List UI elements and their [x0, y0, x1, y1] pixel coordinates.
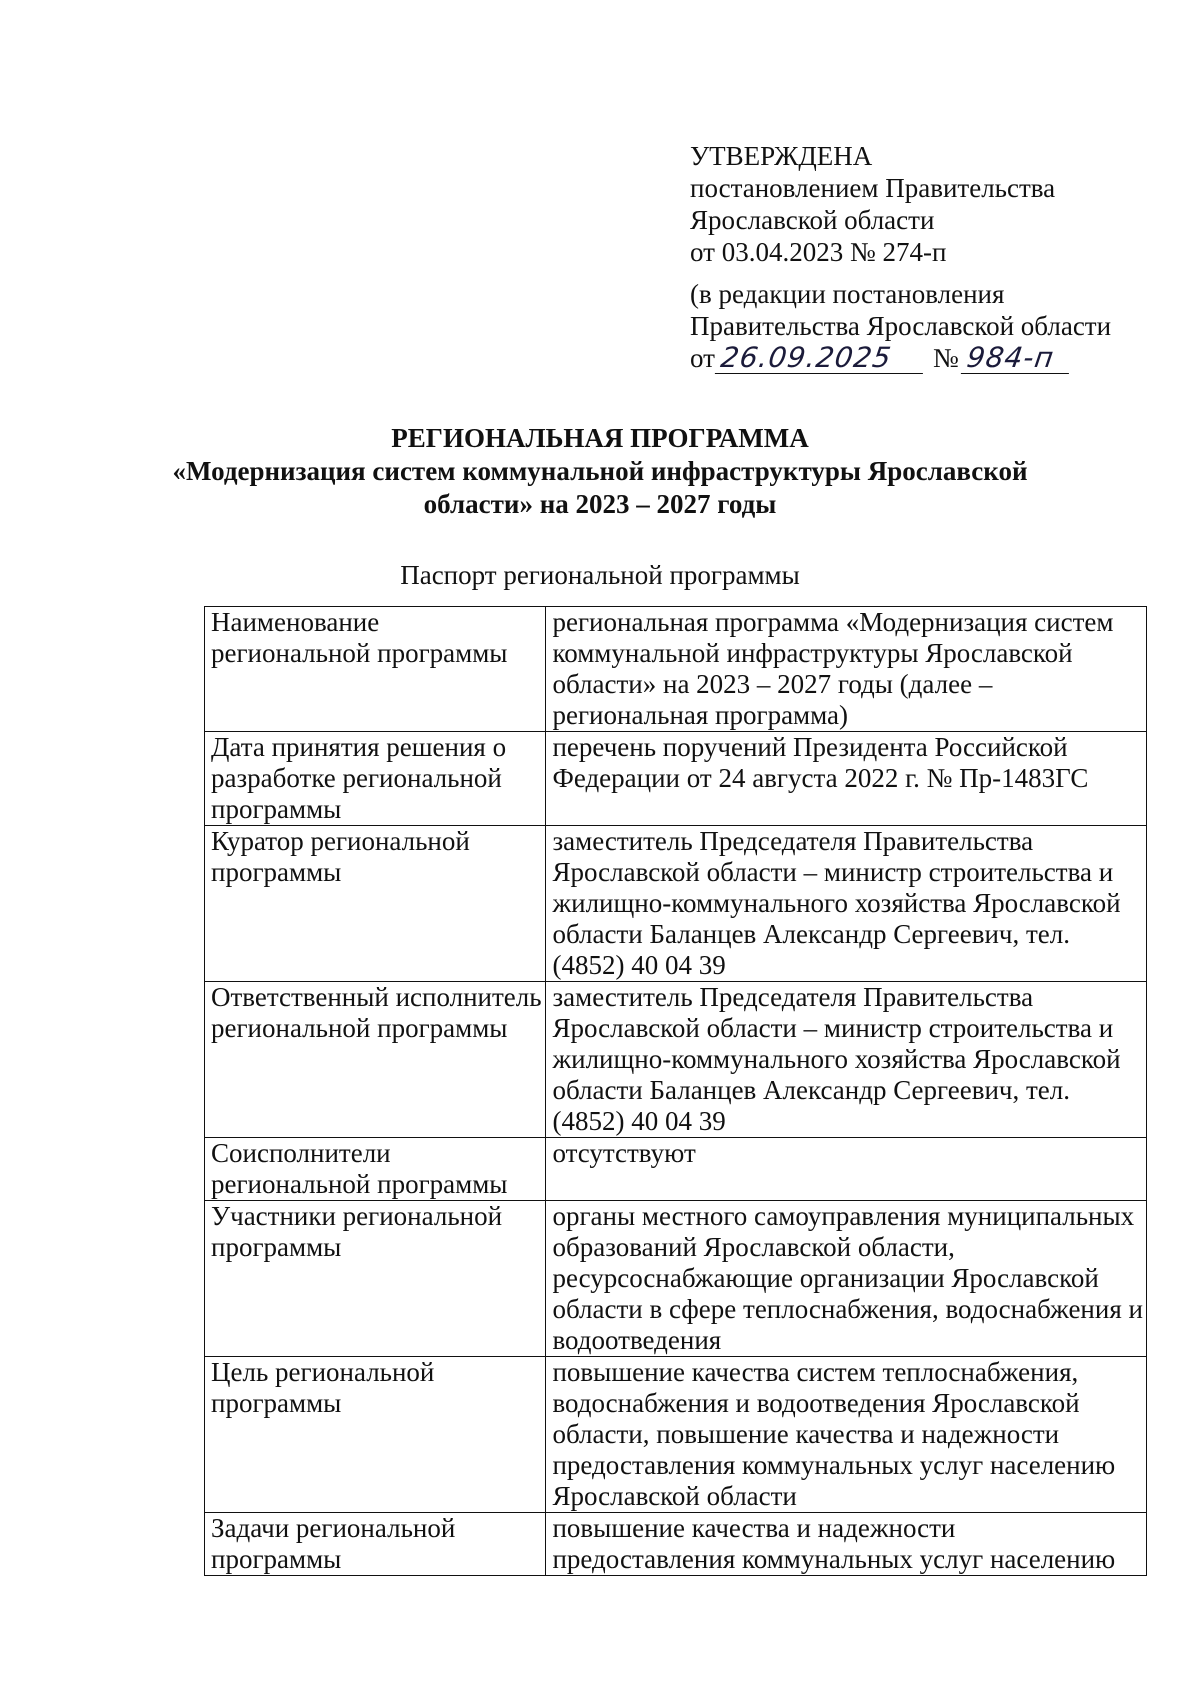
row-value: повышение качества систем теплоснабжения, водоснабжения и водоотведения Ярославской области, повышение качества и надежности предоставления коммунальных услуг населению Ярославской области — [546, 1357, 1147, 1513]
row-label: Участники региональной программы — [205, 1201, 546, 1357]
table-row — [205, 826, 1147, 982]
passport-heading: Паспорт региональной программы — [400, 560, 800, 590]
row-label: Куратор региональной программы — [205, 826, 546, 982]
table-row — [205, 607, 1147, 732]
row-label: Ответственный исполнитель региональной программы — [205, 982, 546, 1138]
row-value: заместитель Председателя Правительства Ярославской области – министр строительства и жилищно-коммунального хозяйства Ярославской области Баланцев Александр Сергеевич, тел. (4852) 40 04 39 — [546, 826, 1147, 982]
row-label: Задачи региональной программы — [205, 1513, 546, 1576]
approval-line: от 03.04.2023 № 274-п — [690, 237, 947, 267]
number-sign: № — [932, 343, 959, 373]
document-title: РЕГИОНАЛЬНАЯ ПРОГРАММА — [391, 423, 809, 453]
row-value: органы местного самоуправления муниципальных образований Ярославской области, ресурсоснабжающие организации Ярославской области в сфере теплоснабжения, водоснабжения и водоотведения — [546, 1201, 1147, 1357]
document-subtitle: «Модернизация систем коммунальной инфраструктуры Ярославской области» на 2023 – 2027 годы — [172, 456, 1028, 519]
row-value: отсутствуют — [546, 1138, 1147, 1201]
table-row — [205, 1513, 1147, 1576]
handwritten-date: 26.09.2025 — [715, 343, 927, 374]
approval-stamp — [690, 140, 1111, 378]
row-label: Наименование региональной программы — [205, 607, 546, 732]
approval-line: Ярославской области — [690, 205, 935, 235]
row-label: Соисполнители региональной программы — [205, 1138, 546, 1201]
date-prefix: от — [690, 343, 715, 373]
row-label: Дата принятия решения о разработке региональной программы — [205, 732, 546, 826]
handwritten-number: 984-п — [961, 343, 1073, 374]
table-row — [205, 1201, 1147, 1357]
amend-line: (в редакции постановления — [690, 279, 1005, 309]
row-value: заместитель Председателя Правительства Ярославской области – министр строительства и жилищно-коммунального хозяйства Ярославской области Баланцев Александр Сергеевич, тел. (4852) 40 04 39 — [546, 982, 1147, 1138]
row-value: повышение качества и надежности предоставления коммунальных услуг населению — [546, 1513, 1147, 1576]
row-value: региональная программа «Модернизация систем коммунальной инфраструктуры Ярославской области» на 2023 – 2027 годы (далее – региональная программа) — [546, 607, 1147, 732]
row-label: Цель региональной программы — [205, 1357, 546, 1513]
row-value: перечень поручений Президента Российской Федерации от 24 августа 2022 г. № Пр-1483ГС — [546, 732, 1147, 826]
table-row — [205, 1357, 1147, 1513]
title-block — [0, 422, 1200, 592]
amend-date-line — [690, 342, 1111, 378]
amend-line: Правительства Ярославской области — [690, 311, 1112, 341]
passport-table — [204, 606, 1147, 1576]
table-row — [205, 1138, 1147, 1201]
approval-line: УТВЕРЖДЕНА — [690, 141, 873, 171]
table-row — [205, 982, 1147, 1138]
approval-line: постановлением Правительства — [690, 173, 1056, 203]
table-row — [205, 732, 1147, 826]
